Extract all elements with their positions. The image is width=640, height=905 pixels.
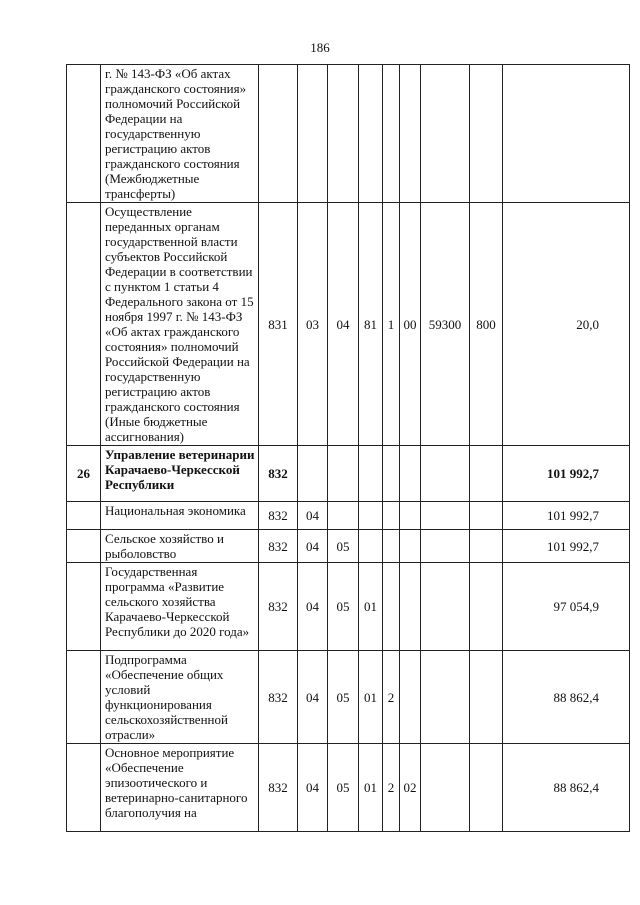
- cell-no: [67, 502, 101, 530]
- cell-no: [67, 530, 101, 563]
- cell-csr-direction: [421, 563, 470, 651]
- cell-pr: 05: [328, 744, 359, 832]
- cell-vr: [470, 563, 503, 651]
- cell-csr-subprogram: 2: [383, 651, 400, 744]
- cell-csr-event: [400, 530, 421, 563]
- cell-csr-program: 01: [359, 744, 383, 832]
- cell-csr-program: 01: [359, 651, 383, 744]
- page-number: 186: [310, 40, 330, 55]
- table-row: [67, 446, 630, 502]
- cell-pr: [328, 502, 359, 530]
- cell-csr-program: [359, 446, 383, 502]
- cell-csr-subprogram: [383, 563, 400, 651]
- cell-vr: [470, 502, 503, 530]
- cell-rz: 04: [298, 502, 328, 530]
- cell-csr-program: [359, 65, 383, 203]
- cell-csr-event: 02: [400, 744, 421, 832]
- cell-rz: 04: [298, 744, 328, 832]
- cell-csr-direction: [421, 502, 470, 530]
- cell-sum: 101 992,7: [503, 530, 630, 563]
- cell-csr-event: [400, 651, 421, 744]
- cell-vr: [470, 65, 503, 203]
- cell-no: [67, 744, 101, 832]
- cell-csr-program: [359, 502, 383, 530]
- cell-csr-direction: [421, 65, 470, 203]
- cell-sum: 101 992,7: [503, 446, 630, 502]
- table-row: [67, 530, 630, 563]
- cell-rz: 04: [298, 651, 328, 744]
- cell-sum: 101 992,7: [503, 502, 630, 530]
- budget-table: [66, 64, 630, 832]
- table-row: [67, 744, 630, 832]
- cell-csr-event: [400, 446, 421, 502]
- cell-rz: 03: [298, 203, 328, 446]
- cell-csr-program: [359, 530, 383, 563]
- cell-name: Основное мероприятие «Обеспечение эпизоотического и ветеринарно-санитарного благополучия на: [101, 744, 259, 832]
- cell-name: Осуществление переданных органам государственной власти субъектов Российской Федерации в соответствии с пунктом 1 статьи 4 Федерального закона от 15 ноября 1997 г. № 143-ФЗ «Об актах гражданского состояния» полномочий Российской Федерации на государственную регистрацию актов гражданского состояния (Иные бюджетные ассигнования): [101, 203, 259, 446]
- cell-grbs: 831: [259, 203, 298, 446]
- cell-rz: 04: [298, 530, 328, 563]
- cell-grbs: 832: [259, 502, 298, 530]
- cell-csr-subprogram: [383, 530, 400, 563]
- cell-sum: 88 862,4: [503, 744, 630, 832]
- cell-csr-direction: 59300: [421, 203, 470, 446]
- cell-no: [67, 651, 101, 744]
- cell-name: Национальная экономика: [101, 502, 259, 530]
- cell-sum: [503, 65, 630, 203]
- table-row: [67, 651, 630, 744]
- cell-sum: 20,0: [503, 203, 630, 446]
- cell-csr-event: [400, 563, 421, 651]
- cell-no: [67, 203, 101, 446]
- cell-grbs: [259, 65, 298, 203]
- cell-grbs: 832: [259, 744, 298, 832]
- cell-grbs: 832: [259, 563, 298, 651]
- cell-no: [67, 65, 101, 203]
- cell-rz: 04: [298, 563, 328, 651]
- cell-pr: 04: [328, 203, 359, 446]
- cell-csr-subprogram: [383, 502, 400, 530]
- cell-name: Управление ветеринарии Карачаево-Черкесской Республики: [101, 446, 259, 502]
- table-row: [67, 563, 630, 651]
- cell-vr: [470, 446, 503, 502]
- cell-csr-direction: [421, 651, 470, 744]
- table-row: [67, 502, 630, 530]
- cell-rz: [298, 446, 328, 502]
- cell-csr-event: 00: [400, 203, 421, 446]
- table-row: [67, 203, 630, 446]
- cell-pr: [328, 446, 359, 502]
- cell-rz: [298, 65, 328, 203]
- cell-vr: [470, 530, 503, 563]
- cell-csr-subprogram: [383, 65, 400, 203]
- cell-grbs: 832: [259, 446, 298, 502]
- cell-no: [67, 563, 101, 651]
- cell-vr: 800: [470, 203, 503, 446]
- cell-vr: [470, 744, 503, 832]
- cell-csr-direction: [421, 530, 470, 563]
- cell-name: г. № 143-ФЗ «Об актах гражданского состояния» полномочий Российской Федерации на государственную регистрацию актов гражданского состояния (Межбюджетные трансферты): [101, 65, 259, 203]
- cell-grbs: 832: [259, 651, 298, 744]
- cell-vr: [470, 651, 503, 744]
- cell-grbs: 832: [259, 530, 298, 563]
- cell-csr-subprogram: 1: [383, 203, 400, 446]
- cell-csr-program: 01: [359, 563, 383, 651]
- cell-csr-program: 81: [359, 203, 383, 446]
- cell-sum: 88 862,4: [503, 651, 630, 744]
- cell-csr-subprogram: 2: [383, 744, 400, 832]
- cell-name: Государственная программа «Развитие сельского хозяйства Карачаево-Черкесской Республики до 2020 года»: [101, 563, 259, 651]
- table-row: [67, 65, 630, 203]
- cell-pr: [328, 65, 359, 203]
- cell-csr-event: [400, 502, 421, 530]
- cell-pr: 05: [328, 530, 359, 563]
- cell-pr: 05: [328, 651, 359, 744]
- cell-csr-direction: [421, 744, 470, 832]
- cell-csr-direction: [421, 446, 470, 502]
- cell-name: Подпрограмма «Обеспечение общих условий функционирования сельскохозяйственной отрасли»: [101, 651, 259, 744]
- cell-name: Сельское хозяйство и рыболовство: [101, 530, 259, 563]
- cell-csr-event: [400, 65, 421, 203]
- cell-sum: 97 054,9: [503, 563, 630, 651]
- cell-no: 26: [67, 446, 101, 502]
- cell-csr-subprogram: [383, 446, 400, 502]
- cell-pr: 05: [328, 563, 359, 651]
